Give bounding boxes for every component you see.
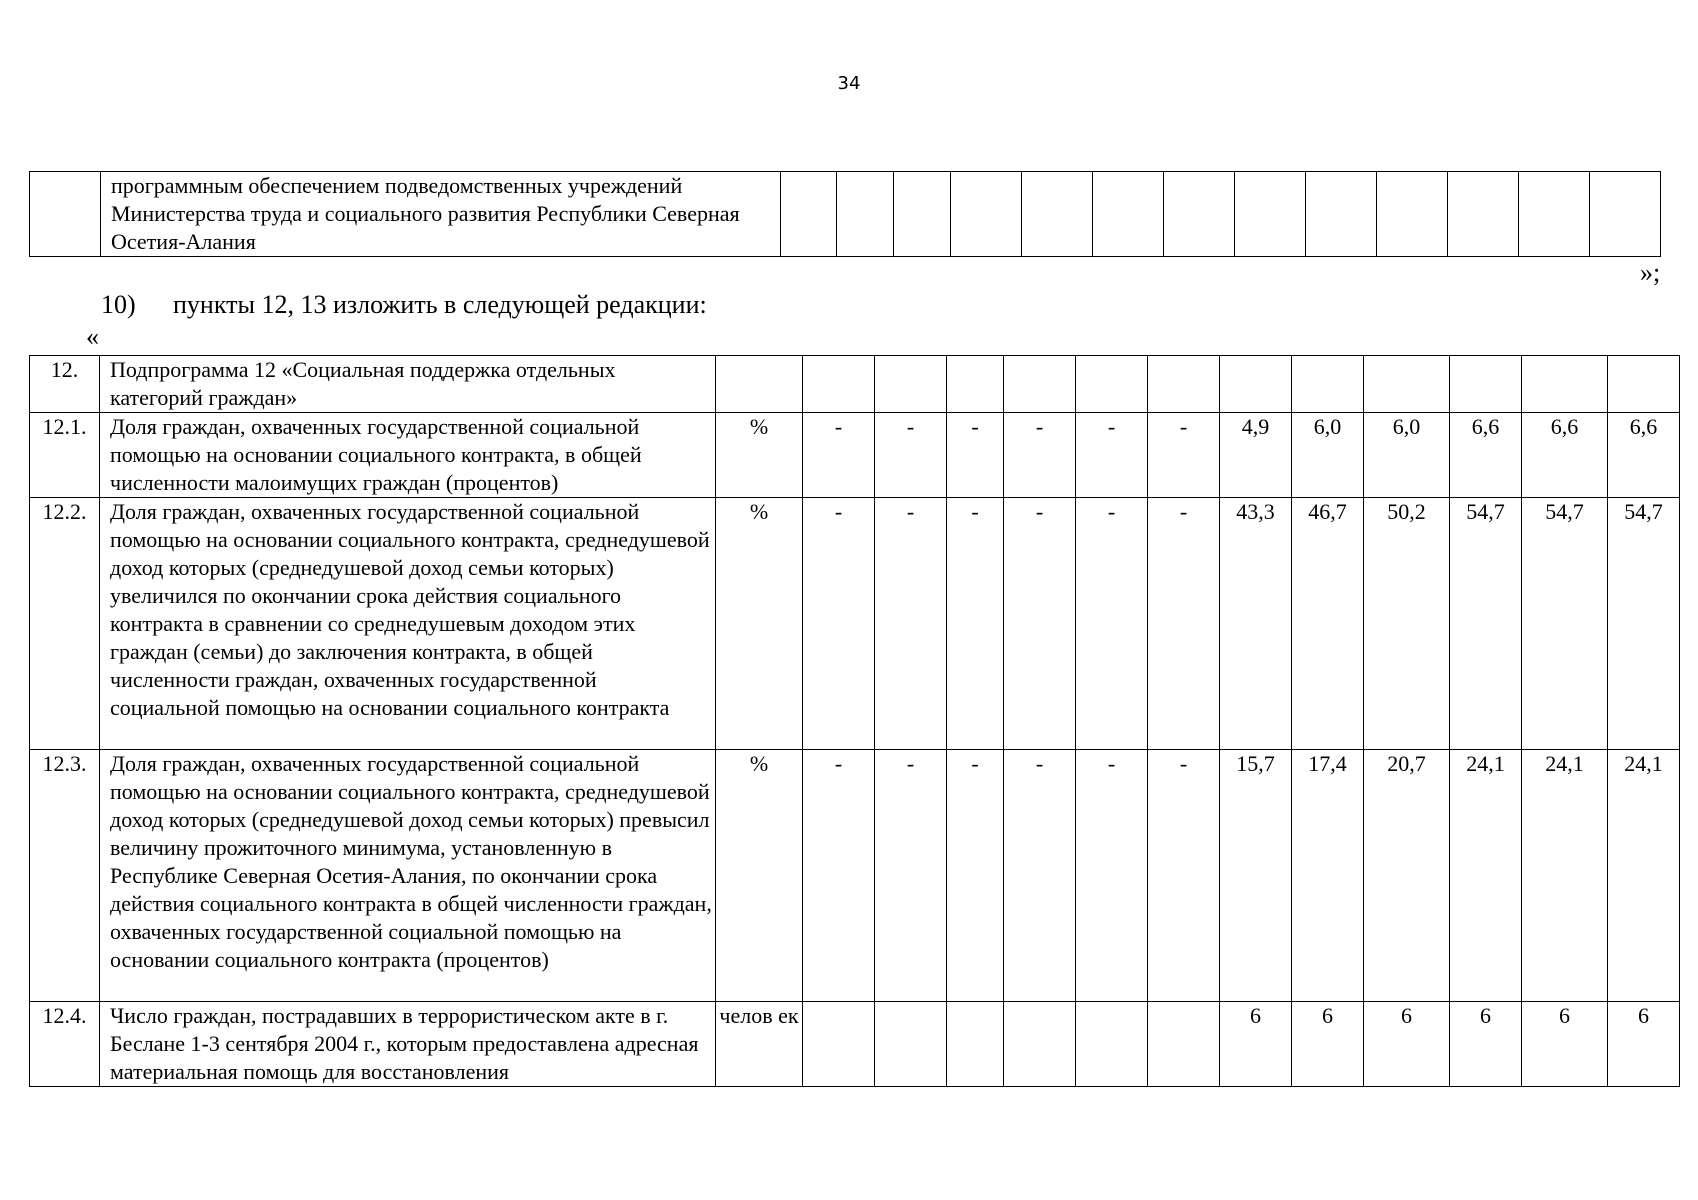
indicator-name: Доля граждан, охваченных государственной социальной помощью на основании социального контракта, среднедушевой доход которых (среднедушевой доход семьи которых) превысил величину прожиточного минимума, установленную в Республике Северная Осетия-Алания, по окончании срока действия социального контракта в общей численности граждан, охваченных государственной социальной помощью на основании социального контракта (процентов): [100, 750, 716, 1002]
value-cell: -: [875, 750, 947, 1002]
value-cell: [947, 1002, 1004, 1087]
unit-cell: %: [716, 750, 803, 1002]
value-cell: [837, 172, 894, 257]
indicator-name: Число граждан, пострадавших в террористическом акте в г. Беслане 1-3 сентября 2004 г., которым предоставлена адресная материальная помощь для восстановления: [100, 1002, 716, 1087]
indicator-name: программным обеспечением подведомственных учреждений Министерства труда и социального развития Республики Северная Осетия-Алания: [101, 172, 781, 257]
value-cell: [894, 172, 951, 257]
page-number: 34: [837, 73, 861, 94]
value-cell: 24,1: [1522, 750, 1608, 1002]
value-cell: [1589, 172, 1660, 257]
value-cell: 43,3: [1220, 498, 1292, 750]
value-cell: [803, 1002, 875, 1087]
value-cell: [875, 356, 947, 413]
value-cell: 6,0: [1364, 413, 1450, 498]
value-cell: -: [803, 750, 875, 1002]
value-cell: 20,7: [1364, 750, 1450, 1002]
unit-cell: %: [716, 413, 803, 498]
indicator-name: Доля граждан, охваченных государственной социальной помощью на основании социального контракта, среднедушевой доход которых (среднедушевой доход семьи которых) увеличился по окончании срока действия социального контракта в сравнении со среднедушевым доходом этих граждан (семьи) до заключения контракта, в общей численности граждан, охваченных государственной социальной помощью на основании социального контракта: [100, 498, 716, 750]
value-cell: -: [1076, 750, 1148, 1002]
table-row: [30, 750, 1680, 1002]
unit-cell: [716, 356, 803, 413]
instruction-number: 10): [101, 290, 136, 319]
value-cell: -: [947, 750, 1004, 1002]
value-cell: [780, 172, 837, 257]
value-cell: [1163, 172, 1234, 257]
value-cell: 6: [1608, 1002, 1680, 1087]
value-cell: [1364, 356, 1450, 413]
row-number: 12.: [30, 356, 100, 413]
table-row: [30, 172, 1661, 257]
value-cell: [1447, 172, 1518, 257]
value-cell: [1608, 356, 1680, 413]
value-cell: [1234, 172, 1305, 257]
unit-cell: %: [716, 498, 803, 750]
row-number: 12.3.: [30, 750, 100, 1002]
value-cell: [1292, 356, 1364, 413]
row-number: 12.4.: [30, 1002, 100, 1087]
value-cell: [1092, 172, 1163, 257]
value-cell: 6: [1522, 1002, 1608, 1087]
value-cell: 6: [1364, 1002, 1450, 1087]
amendment-instruction: [101, 290, 707, 320]
table-row: [30, 356, 1680, 413]
value-cell: [875, 1002, 947, 1087]
value-cell: 6,6: [1608, 413, 1680, 498]
value-cell: -: [1076, 413, 1148, 498]
row-number: 12.1.: [30, 413, 100, 498]
value-cell: 15,7: [1220, 750, 1292, 1002]
value-cell: [1076, 356, 1148, 413]
value-cell: [1076, 1002, 1148, 1087]
table-row: [30, 413, 1680, 498]
value-cell: -: [1148, 750, 1220, 1002]
value-cell: -: [1076, 498, 1148, 750]
value-cell: -: [1004, 498, 1076, 750]
instruction-text: пункты 12, 13 изложить в следующей редакции:: [173, 290, 707, 319]
subprogram-indicators-table: [29, 355, 1680, 1087]
value-cell: [1305, 172, 1376, 257]
value-cell: 6: [1220, 1002, 1292, 1087]
value-cell: [1004, 356, 1076, 413]
value-cell: [803, 356, 875, 413]
value-cell: 54,7: [1522, 498, 1608, 750]
value-cell: [1021, 172, 1092, 257]
value-cell: [1518, 172, 1589, 257]
value-cell: -: [803, 498, 875, 750]
value-cell: 46,7: [1292, 498, 1364, 750]
value-cell: 6,6: [1450, 413, 1522, 498]
row-number: [30, 172, 101, 257]
value-cell: [1148, 356, 1220, 413]
value-cell: [1148, 1002, 1220, 1087]
value-cell: 6,0: [1292, 413, 1364, 498]
value-cell: -: [803, 413, 875, 498]
value-cell: -: [1148, 413, 1220, 498]
value-cell: 50,2: [1364, 498, 1450, 750]
table-row: [30, 498, 1680, 750]
unit-cell: челов ек: [716, 1002, 803, 1087]
value-cell: -: [1004, 750, 1076, 1002]
indicator-name: Доля граждан, охваченных государственной социальной помощью на основании социального контракта, в общей численности малоимущих граждан (процентов): [100, 413, 716, 498]
value-cell: [1376, 172, 1447, 257]
indicator-name: Подпрограмма 12 «Социальная поддержка отдельных категорий граждан»: [100, 356, 716, 413]
value-cell: -: [1148, 498, 1220, 750]
value-cell: -: [875, 413, 947, 498]
value-cell: [947, 356, 1004, 413]
value-cell: 6,6: [1522, 413, 1608, 498]
table-row: [30, 1002, 1680, 1087]
value-cell: [1522, 356, 1608, 413]
value-cell: -: [947, 413, 1004, 498]
value-cell: 17,4: [1292, 750, 1364, 1002]
value-cell: 54,7: [1450, 498, 1522, 750]
row-number: 12.2.: [30, 498, 100, 750]
value-cell: 24,1: [1450, 750, 1522, 1002]
closing-quote: »;: [1640, 258, 1661, 287]
continued-indicators-table: [29, 171, 1661, 257]
value-cell: [1004, 1002, 1076, 1087]
value-cell: [1220, 356, 1292, 413]
value-cell: -: [1004, 413, 1076, 498]
opening-quote: «: [86, 322, 99, 351]
value-cell: -: [947, 498, 1004, 750]
value-cell: -: [875, 498, 947, 750]
value-cell: [1450, 356, 1522, 413]
value-cell: 4,9: [1220, 413, 1292, 498]
value-cell: 6: [1450, 1002, 1522, 1087]
value-cell: 24,1: [1608, 750, 1680, 1002]
value-cell: [950, 172, 1021, 257]
value-cell: 6: [1292, 1002, 1364, 1087]
value-cell: 54,7: [1608, 498, 1680, 750]
